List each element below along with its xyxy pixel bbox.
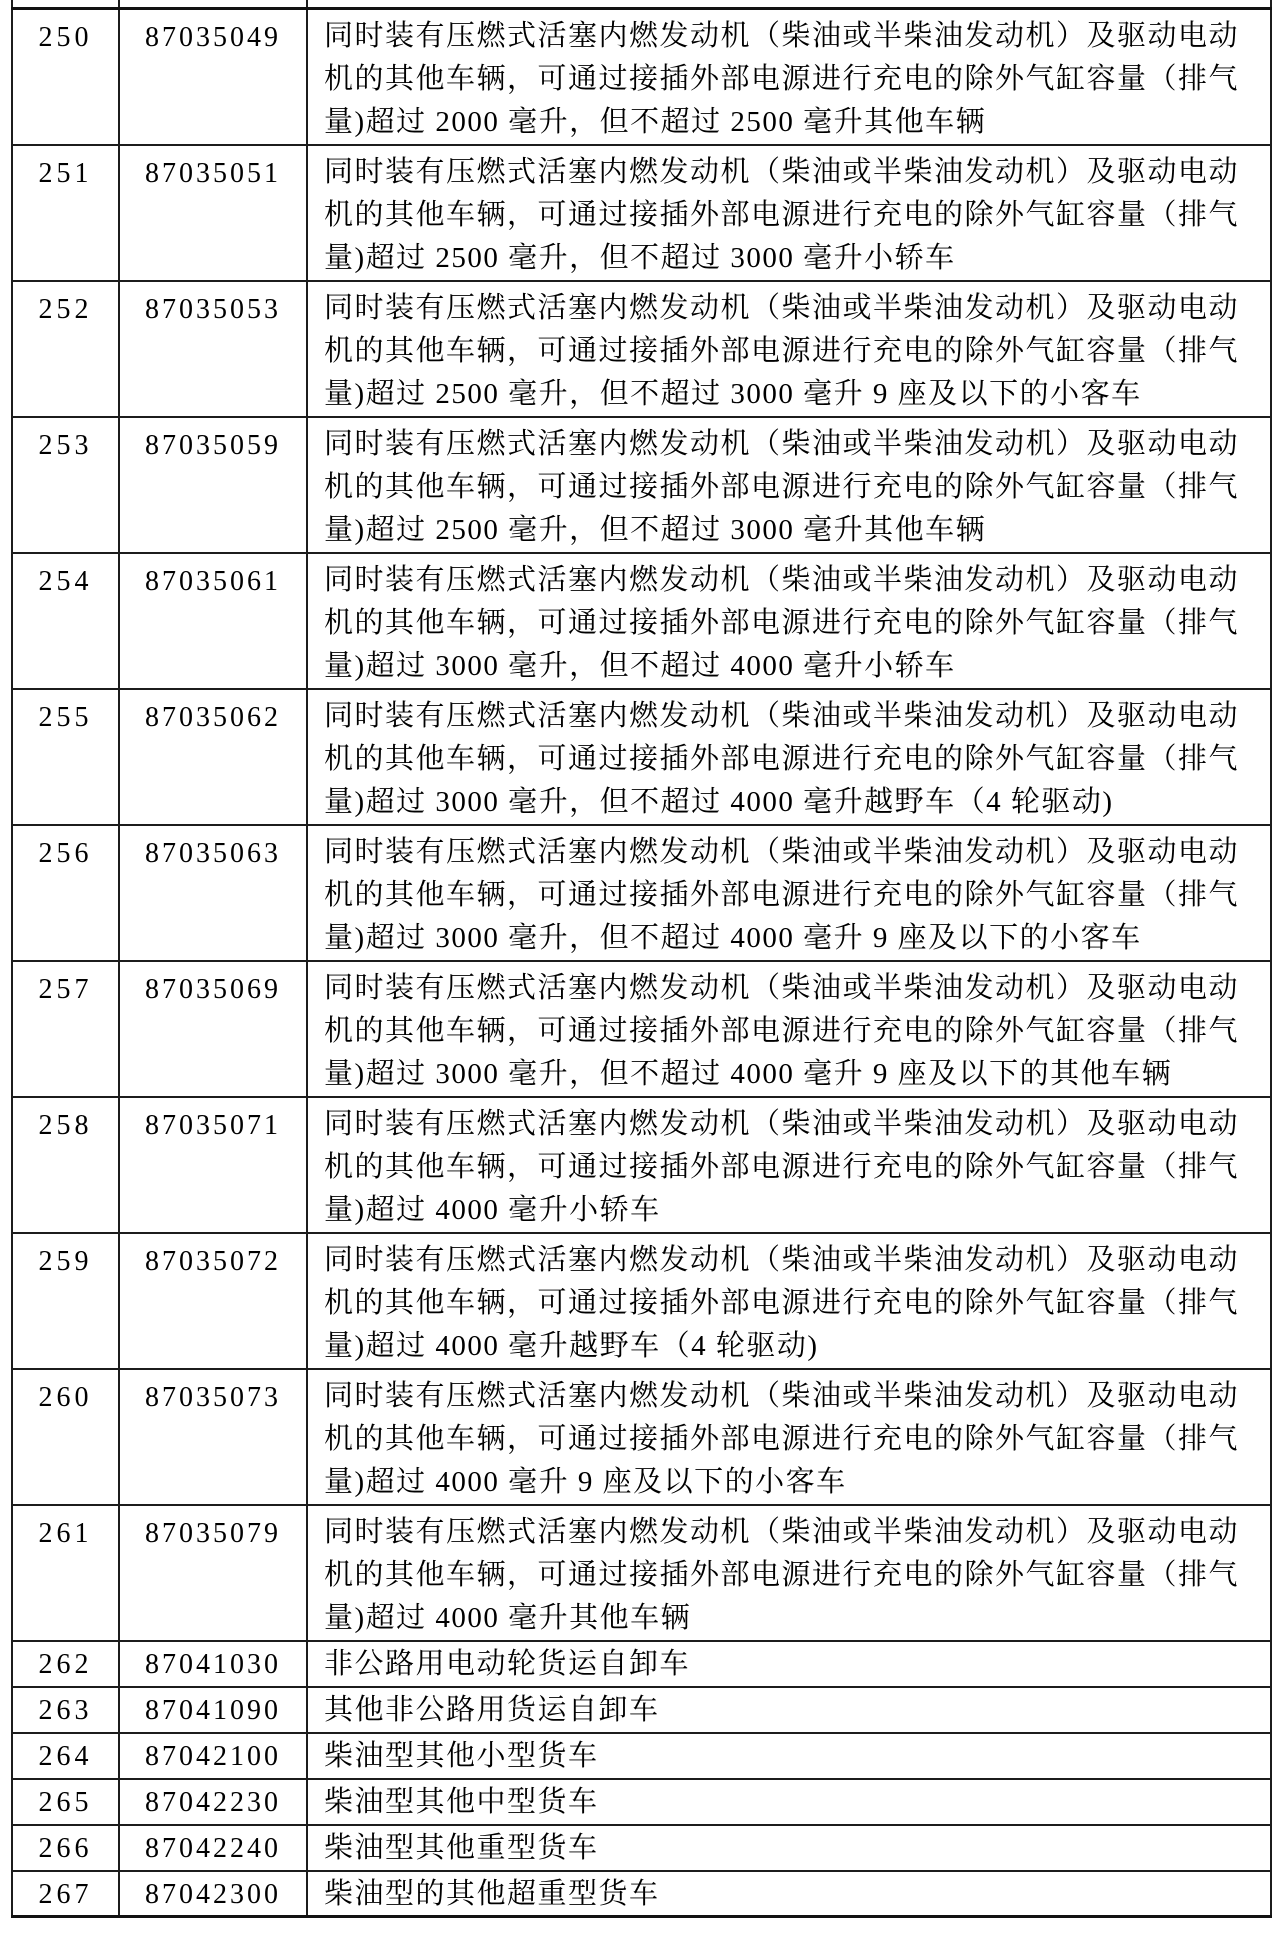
partial-cell bbox=[119, 0, 307, 8]
description-line: 同时装有压燃式活塞内燃发动机（柴油或半柴油发动机）及驱动电动 bbox=[324, 971, 1240, 1004]
description-line: 机的其他车辆，可通过接插外部电源进行充电的除外气缸容量（排气 bbox=[324, 1286, 1240, 1319]
table-row bbox=[12, 961, 1271, 1097]
description-line: 机的其他车辆，可通过接插外部电源进行充电的除外气缸容量（排气 bbox=[324, 1014, 1240, 1047]
row-number-cell: 258 bbox=[12, 1097, 119, 1233]
description-line: 机的其他车辆，可通过接插外部电源进行充电的除外气缸容量（排气 bbox=[324, 470, 1240, 503]
row-number-cell: 250 bbox=[12, 8, 119, 145]
row-number-cell: 254 bbox=[12, 553, 119, 689]
row-number-cell: 265 bbox=[12, 1779, 119, 1825]
hs-code-cell: 87035063 bbox=[119, 825, 307, 961]
description-line: 机的其他车辆，可通过接插外部电源进行充电的除外气缸容量（排气 bbox=[324, 1422, 1240, 1455]
description-line: 同时装有压燃式活塞内燃发动机（柴油或半柴油发动机）及驱动电动 bbox=[324, 291, 1240, 324]
description-line: 其他非公路用货运自卸车 bbox=[324, 1693, 660, 1726]
row-number-cell: 262 bbox=[12, 1641, 119, 1687]
description-line: 量)超过 4000 毫升小轿车 bbox=[324, 1193, 661, 1226]
table-row bbox=[12, 1687, 1271, 1733]
description-cell bbox=[307, 1097, 1271, 1233]
table-row bbox=[12, 1825, 1271, 1871]
table-row bbox=[12, 1369, 1271, 1505]
hs-code-cell: 87042300 bbox=[119, 1871, 307, 1917]
description-cell bbox=[307, 417, 1271, 553]
table-row bbox=[12, 1233, 1271, 1369]
hs-code-cell: 87042240 bbox=[119, 1825, 307, 1871]
hs-code-cell: 87042100 bbox=[119, 1733, 307, 1779]
description-line: 量)超过 3000 毫升，但不超过 4000 毫升 9 座及以下的小客车 bbox=[324, 921, 1142, 954]
description-cell bbox=[307, 825, 1271, 961]
description-cell bbox=[307, 961, 1271, 1097]
hs-code-cell: 87042230 bbox=[119, 1779, 307, 1825]
description-line: 同时装有压燃式活塞内燃发动机（柴油或半柴油发动机）及驱动电动 bbox=[324, 427, 1240, 460]
description-line: 量)超过 2500 毫升，但不超过 3000 毫升 9 座及以下的小客车 bbox=[324, 377, 1142, 410]
table-row bbox=[12, 281, 1271, 417]
row-number-cell: 251 bbox=[12, 145, 119, 281]
table-row bbox=[12, 1505, 1271, 1641]
description-cell bbox=[307, 145, 1271, 281]
row-number-cell: 259 bbox=[12, 1233, 119, 1369]
description-line: 同时装有压燃式活塞内燃发动机（柴油或半柴油发动机）及驱动电动 bbox=[324, 699, 1240, 732]
description-cell bbox=[307, 281, 1271, 417]
hs-code-cell: 87041090 bbox=[119, 1687, 307, 1733]
description-line: 量)超过 2000 毫升，但不超过 2500 毫升其他车辆 bbox=[324, 105, 987, 138]
hs-code-cell: 87035053 bbox=[119, 281, 307, 417]
hs-code-cell: 87035071 bbox=[119, 1097, 307, 1233]
description-cell bbox=[307, 1505, 1271, 1641]
hs-code-cell: 87035072 bbox=[119, 1233, 307, 1369]
table-row bbox=[12, 1733, 1271, 1779]
description-cell bbox=[307, 1369, 1271, 1505]
hs-code-cell: 87035069 bbox=[119, 961, 307, 1097]
description-line: 同时装有压燃式活塞内燃发动机（柴油或半柴油发动机）及驱动电动 bbox=[324, 835, 1240, 868]
description-line: 量)超过 3000 毫升，但不超过 4000 毫升越野车（4 轮驱动) bbox=[324, 785, 1114, 818]
description-line: 同时装有压燃式活塞内燃发动机（柴油或半柴油发动机）及驱动电动 bbox=[324, 1243, 1240, 1276]
table-row bbox=[12, 689, 1271, 825]
row-number-cell: 253 bbox=[12, 417, 119, 553]
description-cell bbox=[307, 8, 1271, 145]
description-line: 柴油型其他中型货车 bbox=[324, 1785, 599, 1818]
description-line: 机的其他车辆，可通过接插外部电源进行充电的除外气缸容量（排气 bbox=[324, 1558, 1240, 1591]
hs-code-cell: 87035059 bbox=[119, 417, 307, 553]
description-cell bbox=[307, 1641, 1271, 1687]
description-line: 机的其他车辆，可通过接插外部电源进行充电的除外气缸容量（排气 bbox=[324, 742, 1240, 775]
hs-code-cell: 87035049 bbox=[119, 8, 307, 145]
hs-code-cell: 87041030 bbox=[119, 1641, 307, 1687]
description-line: 同时装有压燃式活塞内燃发动机（柴油或半柴油发动机）及驱动电动 bbox=[324, 1107, 1240, 1140]
description-line: 量)超过 4000 毫升 9 座及以下的小客车 bbox=[324, 1465, 847, 1498]
description-line: 机的其他车辆，可通过接插外部电源进行充电的除外气缸容量（排气 bbox=[324, 1150, 1240, 1183]
description-line: 同时装有压燃式活塞内燃发动机（柴油或半柴油发动机）及驱动电动 bbox=[324, 563, 1240, 596]
partial-cell bbox=[307, 0, 1271, 8]
row-number-cell: 257 bbox=[12, 961, 119, 1097]
row-number-cell: 256 bbox=[12, 825, 119, 961]
description-cell bbox=[307, 1233, 1271, 1369]
description-line: 同时装有压燃式活塞内燃发动机（柴油或半柴油发动机）及驱动电动 bbox=[324, 1515, 1240, 1548]
description-line: 量)超过 4000 毫升其他车辆 bbox=[324, 1601, 692, 1634]
description-line: 非公路用电动轮货运自卸车 bbox=[324, 1647, 691, 1680]
description-line: 同时装有压燃式活塞内燃发动机（柴油或半柴油发动机）及驱动电动 bbox=[324, 1379, 1240, 1412]
description-line: 量)超过 2500 毫升，但不超过 3000 毫升小轿车 bbox=[324, 241, 956, 274]
row-number-cell: 261 bbox=[12, 1505, 119, 1641]
row-number-cell: 264 bbox=[12, 1733, 119, 1779]
hs-code-cell: 87035079 bbox=[119, 1505, 307, 1641]
row-number-cell: 263 bbox=[12, 1687, 119, 1733]
description-line: 机的其他车辆，可通过接插外部电源进行充电的除外气缸容量（排气 bbox=[324, 198, 1240, 231]
table-row bbox=[12, 145, 1271, 281]
table-row bbox=[12, 1097, 1271, 1233]
table-row bbox=[12, 1779, 1271, 1825]
description-cell bbox=[307, 1871, 1271, 1917]
description-line: 机的其他车辆，可通过接插外部电源进行充电的除外气缸容量（排气 bbox=[324, 62, 1240, 95]
description-line: 量)超过 3000 毫升，但不超过 4000 毫升小轿车 bbox=[324, 649, 956, 682]
description-cell bbox=[307, 1733, 1271, 1779]
description-line: 柴油型其他重型货车 bbox=[324, 1831, 599, 1864]
description-line: 柴油型其他小型货车 bbox=[324, 1739, 599, 1772]
tariff-table-body bbox=[12, 0, 1271, 1917]
tariff-table bbox=[11, 0, 1272, 1918]
row-number-cell: 255 bbox=[12, 689, 119, 825]
description-cell bbox=[307, 689, 1271, 825]
hs-code-cell: 87035051 bbox=[119, 145, 307, 281]
table-row bbox=[12, 1871, 1271, 1917]
row-number-cell: 266 bbox=[12, 1825, 119, 1871]
description-cell bbox=[307, 1779, 1271, 1825]
description-line: 柴油型的其他超重型货车 bbox=[324, 1877, 660, 1910]
description-cell bbox=[307, 1825, 1271, 1871]
description-cell bbox=[307, 553, 1271, 689]
row-number-cell: 252 bbox=[12, 281, 119, 417]
description-line: 量)超过 3000 毫升，但不超过 4000 毫升 9 座及以下的其他车辆 bbox=[324, 1057, 1173, 1090]
hs-code-cell: 87035061 bbox=[119, 553, 307, 689]
description-line: 机的其他车辆，可通过接插外部电源进行充电的除外气缸容量（排气 bbox=[324, 878, 1240, 911]
row-number-cell: 267 bbox=[12, 1871, 119, 1917]
hs-code-cell: 87035062 bbox=[119, 689, 307, 825]
row-number-cell: 260 bbox=[12, 1369, 119, 1505]
partial-cell bbox=[12, 0, 119, 8]
description-cell bbox=[307, 1687, 1271, 1733]
table-row bbox=[12, 417, 1271, 553]
description-line: 机的其他车辆，可通过接插外部电源进行充电的除外气缸容量（排气 bbox=[324, 606, 1240, 639]
description-line: 机的其他车辆，可通过接插外部电源进行充电的除外气缸容量（排气 bbox=[324, 334, 1240, 367]
table-row bbox=[12, 553, 1271, 689]
table-row bbox=[12, 825, 1271, 961]
table-row bbox=[12, 1641, 1271, 1687]
table-row bbox=[12, 8, 1271, 145]
description-line: 同时装有压燃式活塞内燃发动机（柴油或半柴油发动机）及驱动电动 bbox=[324, 19, 1240, 52]
description-line: 同时装有压燃式活塞内燃发动机（柴油或半柴油发动机）及驱动电动 bbox=[324, 155, 1240, 188]
hs-code-cell: 87035073 bbox=[119, 1369, 307, 1505]
description-line: 量)超过 4000 毫升越野车（4 轮驱动) bbox=[324, 1329, 819, 1362]
partial-row-top bbox=[12, 0, 1271, 8]
description-line: 量)超过 2500 毫升，但不超过 3000 毫升其他车辆 bbox=[324, 513, 987, 546]
